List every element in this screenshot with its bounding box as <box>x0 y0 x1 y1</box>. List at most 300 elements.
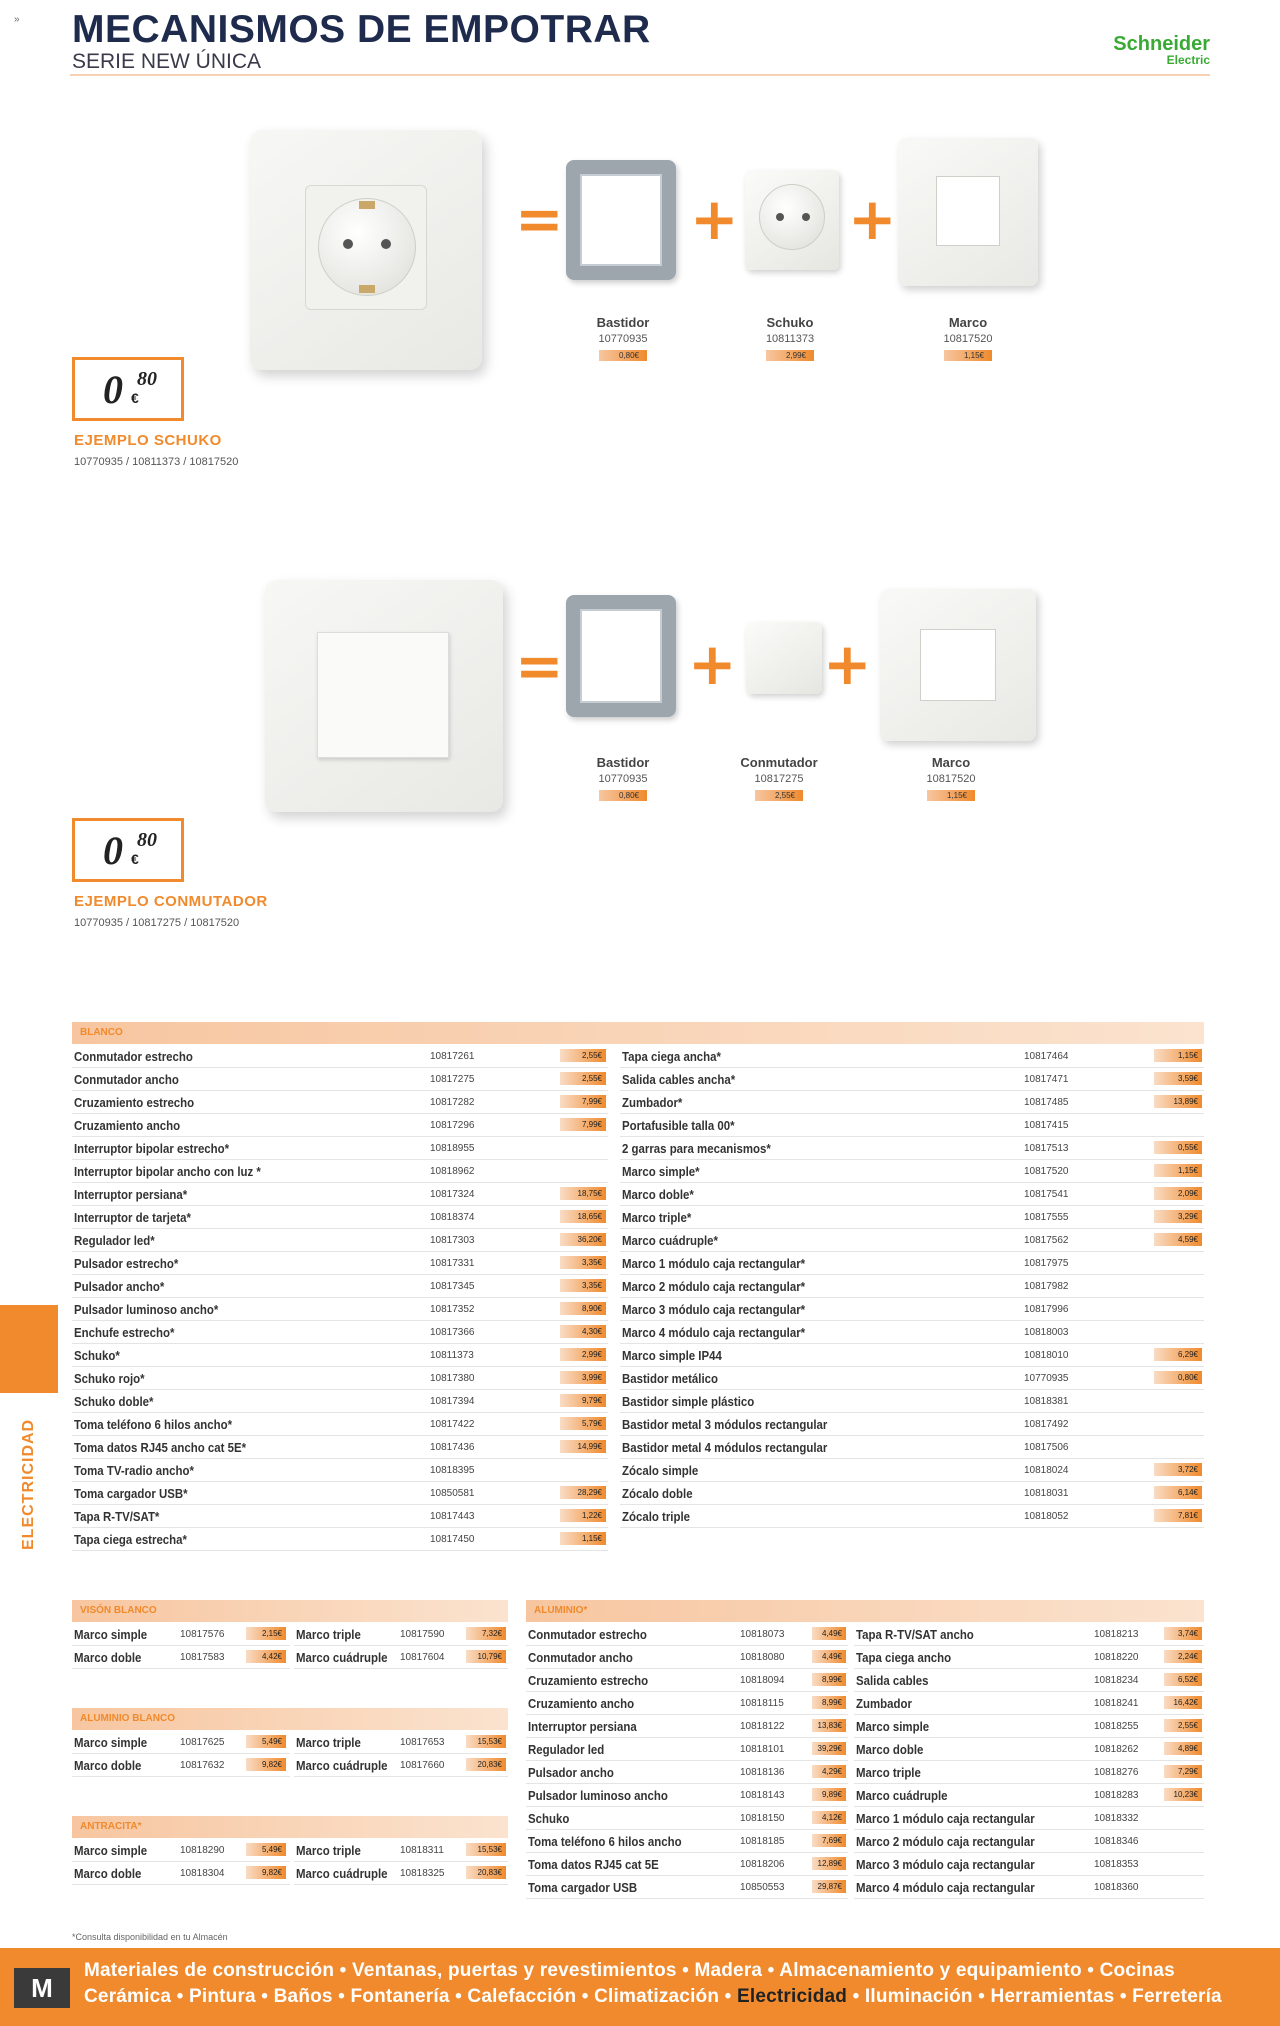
product-price: 9,82€ <box>246 1866 286 1879</box>
table-row <box>620 1206 1204 1229</box>
product-ref: 10818052 <box>1024 1511 1069 1522</box>
table-row <box>72 1482 608 1505</box>
product-ref: 10817590 <box>400 1629 445 1640</box>
product-name: Marco triple <box>856 1765 921 1780</box>
part-label-conmutador: Conmutador 10817275 2,55€ <box>740 755 818 800</box>
product-price: 8,99€ <box>812 1673 846 1686</box>
product-ref: 10818101 <box>740 1744 785 1755</box>
table-row <box>294 1754 508 1777</box>
product-ref: 10818185 <box>740 1836 785 1847</box>
product-price: 5,49€ <box>246 1735 286 1748</box>
table-row <box>620 1114 1204 1137</box>
product-price: 12,89€ <box>812 1857 846 1870</box>
product-price: 36,20€ <box>560 1233 606 1246</box>
product-ref: 10817625 <box>180 1737 225 1748</box>
table-row <box>72 1839 290 1862</box>
product-ref: 10817415 <box>1024 1120 1069 1131</box>
table-row <box>294 1839 508 1862</box>
table-header-blanco: BLANCO <box>72 1022 1204 1044</box>
product-ref: 10818255 <box>1094 1721 1139 1732</box>
product-name: Zumbador* <box>622 1095 683 1110</box>
example-refs: 10770935 / 10817275 / 10817520 <box>74 917 240 929</box>
table-row <box>72 1137 608 1160</box>
product-name: Marco 1 módulo caja rectangular <box>856 1811 1035 1826</box>
product-ref: 10817275 <box>430 1074 475 1085</box>
product-ref: 10818024 <box>1024 1465 1069 1476</box>
product-price: 4,30€ <box>560 1325 606 1338</box>
product-price: 9,79€ <box>560 1394 606 1407</box>
product-name: Cruzamiento estrecho <box>528 1673 649 1688</box>
store-logo: M <box>14 1968 70 2008</box>
product-price: 4,49€ <box>812 1627 846 1640</box>
product-ref: 10817541 <box>1024 1189 1069 1200</box>
product-price: 6,52€ <box>1164 1673 1202 1686</box>
table-row <box>620 1344 1204 1367</box>
table-row <box>72 1731 290 1754</box>
table-row <box>526 1876 848 1899</box>
product-name: Zócalo simple <box>622 1463 699 1478</box>
product-ref: 10818122 <box>740 1721 785 1732</box>
product-name: Salida cables ancha* <box>622 1072 736 1087</box>
product-ref: 10818136 <box>740 1767 785 1778</box>
product-price: 2,55€ <box>1164 1719 1202 1732</box>
product-name: Pulsador luminoso ancho* <box>74 1302 219 1317</box>
product-ref: 10817996 <box>1024 1304 1069 1315</box>
brand-sub: Electric <box>1166 53 1210 67</box>
product-name: Marco triple* <box>622 1210 692 1225</box>
product-price: 3,99€ <box>560 1371 606 1384</box>
table-row <box>72 1505 608 1528</box>
product-price: 5,79€ <box>560 1417 606 1430</box>
table-row <box>620 1275 1204 1298</box>
table-row <box>72 1754 290 1777</box>
bastidor-image <box>566 160 676 280</box>
product-name: Pulsador luminoso ancho <box>528 1788 668 1803</box>
product-name: Toma datos RJ45 cat 5E <box>528 1857 659 1872</box>
table-row <box>72 1390 608 1413</box>
product-price: 4,12€ <box>812 1811 846 1824</box>
table-row <box>620 1367 1204 1390</box>
product-name: Cruzamiento ancho <box>528 1696 635 1711</box>
product-ref: 10817380 <box>430 1373 475 1384</box>
table-row <box>854 1853 1204 1876</box>
product-ref: 10850553 <box>740 1882 785 1893</box>
product-name: Marco 3 módulo caja rectangular <box>856 1857 1035 1872</box>
product-price: 1,15€ <box>1154 1049 1202 1062</box>
product-name: 2 garras para mecanismos* <box>622 1141 771 1156</box>
product-price: 3,35€ <box>560 1279 606 1292</box>
product-name: Marco doble* <box>622 1187 694 1202</box>
product-name: Zócalo doble <box>622 1486 693 1501</box>
example-title: EJEMPLO SCHUKO <box>74 432 222 449</box>
product-price: 0,55€ <box>1154 1141 1202 1154</box>
product-price: 29,87€ <box>812 1880 846 1893</box>
product-name: Marco triple <box>296 1735 361 1750</box>
schuko-module-image <box>745 170 839 270</box>
product-name: Bastidor metal 3 módulos rectangular <box>622 1417 828 1432</box>
product-price: 9,82€ <box>246 1758 286 1771</box>
product-price: 9,89€ <box>812 1788 846 1801</box>
part-label-bastidor: Bastidor 10770935 0,80€ <box>596 315 650 360</box>
product-name: Toma cargador USB <box>528 1880 638 1895</box>
product-price: 28,29€ <box>560 1486 606 1499</box>
product-name: Marco cuádruple <box>296 1758 388 1773</box>
product-ref: 10817653 <box>400 1737 445 1748</box>
table-row <box>620 1137 1204 1160</box>
product-ref: 10817331 <box>430 1258 475 1269</box>
product-name: Marco cuádruple <box>856 1788 948 1803</box>
product-ref: 10818206 <box>740 1859 785 1870</box>
product-price: 7,99€ <box>560 1095 606 1108</box>
product-ref: 10818276 <box>1094 1767 1139 1778</box>
product-price: 15,53€ <box>466 1735 506 1748</box>
product-name: Interruptor bipolar estrecho* <box>74 1141 230 1156</box>
conmutador-module-image <box>746 622 822 694</box>
product-ref: 10818150 <box>740 1813 785 1824</box>
plus-sign: + <box>823 630 872 698</box>
product-price: 16,42€ <box>1164 1696 1202 1709</box>
product-name: Cruzamiento estrecho <box>74 1095 195 1110</box>
table-row <box>72 1275 608 1298</box>
product-ref: 10818241 <box>1094 1698 1139 1709</box>
table-header-vison-blanco: VISÓN BLANCO <box>72 1600 508 1622</box>
product-price: 3,59€ <box>1154 1072 1202 1085</box>
table-row <box>620 1045 1204 1068</box>
product-name: Schuko doble* <box>74 1394 154 1409</box>
product-price: 7,81€ <box>1154 1509 1202 1522</box>
product-ref: 10817450 <box>430 1534 475 1545</box>
product-name: Marco simple <box>856 1719 930 1734</box>
product-ref: 10818332 <box>1094 1813 1139 1824</box>
table-row <box>72 1862 290 1885</box>
product-price: 18,75€ <box>560 1187 606 1200</box>
product-name: Pulsador ancho* <box>74 1279 165 1294</box>
product-name: Regulador led* <box>74 1233 155 1248</box>
table-row <box>72 1091 608 1114</box>
table-row <box>620 1298 1204 1321</box>
equals-sign: = <box>515 632 564 700</box>
product-price: 2,99€ <box>560 1348 606 1361</box>
table-row <box>620 1321 1204 1344</box>
product-price: 2,24€ <box>1164 1650 1202 1663</box>
table-row <box>526 1807 848 1830</box>
table-row <box>854 1876 1204 1899</box>
product-name: Marco cuádruple <box>296 1650 388 1665</box>
table-row <box>854 1623 1204 1646</box>
product-ref: 10770935 <box>1024 1373 1069 1384</box>
product-price: 4,89€ <box>1164 1742 1202 1755</box>
table-row <box>620 1160 1204 1183</box>
product-ref: 10818115 <box>740 1698 784 1709</box>
product-ref: 10818080 <box>740 1652 785 1663</box>
table-row <box>72 1229 608 1252</box>
product-name: Marco 1 módulo caja rectangular* <box>622 1256 806 1271</box>
table-row <box>72 1528 608 1551</box>
product-name: Bastidor metal 4 módulos rectangular <box>622 1440 828 1455</box>
table-row <box>620 1183 1204 1206</box>
product-ref: 10818262 <box>1094 1744 1139 1755</box>
product-ref: 10818311 <box>400 1845 444 1856</box>
product-name: Marco doble <box>74 1866 142 1881</box>
table-row <box>526 1784 848 1807</box>
table-row <box>72 1436 608 1459</box>
table-row <box>294 1646 508 1669</box>
table-row <box>72 1206 608 1229</box>
product-price: 2,15€ <box>246 1627 286 1640</box>
example-conmutador <box>0 565 1280 945</box>
product-name: Tapa ciega ancha* <box>622 1049 721 1064</box>
product-ref: 10818031 <box>1024 1488 1069 1499</box>
table-row <box>620 1436 1204 1459</box>
product-price: 10,79€ <box>466 1650 506 1663</box>
table-row <box>526 1830 848 1853</box>
marco-image <box>898 138 1038 286</box>
product-name: Salida cables <box>856 1673 929 1688</box>
product-name: Toma teléfono 6 hilos ancho* <box>74 1417 233 1432</box>
product-name: Bastidor simple plástico <box>622 1394 755 1409</box>
product-name: Schuko* <box>74 1348 120 1363</box>
table-row <box>620 1091 1204 1114</box>
page-mark: » <box>14 14 20 25</box>
product-name: Schuko <box>528 1811 570 1826</box>
footer-categories-line2: Cerámica • Pintura • Baños • Fontanería • Calefacción • Climatización • Electricidad • Iluminación • Herramientas • Ferretería <box>84 1986 1222 2007</box>
product-price: 13,89€ <box>1154 1095 1202 1108</box>
product-ref: 10817513 <box>1024 1143 1069 1154</box>
product-name: Marco 3 módulo caja rectangular* <box>622 1302 806 1317</box>
table-row <box>620 1390 1204 1413</box>
product-name: Toma teléfono 6 hilos ancho <box>528 1834 682 1849</box>
table-row <box>294 1623 508 1646</box>
product-price: 39,29€ <box>812 1742 846 1755</box>
footer-current-category: Electricidad <box>736 1986 848 2007</box>
product-ref: 10817506 <box>1024 1442 1069 1453</box>
product-price: 2,09€ <box>1154 1187 1202 1200</box>
product-name: Marco simple <box>74 1843 148 1858</box>
product-name: Pulsador estrecho* <box>74 1256 179 1271</box>
product-price: 1,15€ <box>560 1532 606 1545</box>
table-row <box>72 1160 608 1183</box>
product-name: Marco triple <box>296 1843 361 1858</box>
product-name: Interruptor de tarjeta* <box>74 1210 191 1225</box>
table-row <box>620 1459 1204 1482</box>
product-name: Toma cargador USB* <box>74 1486 188 1501</box>
product-ref: 10818374 <box>430 1212 475 1223</box>
table-row <box>72 1045 608 1068</box>
product-ref: 10818325 <box>400 1868 445 1879</box>
product-ref: 10818220 <box>1094 1652 1139 1663</box>
table-row <box>526 1715 848 1738</box>
part-label-schuko: Schuko 10811373 2,99€ <box>765 315 815 360</box>
product-name: Marco doble <box>74 1758 142 1773</box>
product-ref: 10817485 <box>1024 1097 1069 1108</box>
table-row <box>526 1692 848 1715</box>
product-ref: 10817464 <box>1024 1051 1069 1062</box>
product-name: Tapa R-TV/SAT ancho <box>856 1627 974 1642</box>
product-price: 4,59€ <box>1154 1233 1202 1246</box>
page-header <box>70 6 1210 76</box>
table-row <box>526 1761 848 1784</box>
product-ref: 10817352 <box>430 1304 475 1315</box>
product-name: Marco simple IP44 <box>622 1348 722 1363</box>
product-ref: 10818003 <box>1024 1327 1069 1338</box>
product-price: 3,74€ <box>1164 1627 1202 1640</box>
product-ref: 10817520 <box>1024 1166 1069 1177</box>
product-ref: 10818395 <box>430 1465 475 1476</box>
product-name: Regulador led <box>528 1742 605 1757</box>
product-price: 1,15€ <box>1154 1164 1202 1177</box>
product-ref: 10818962 <box>430 1166 475 1177</box>
schuko-assembled-image <box>250 130 482 370</box>
product-ref: 10817324 <box>430 1189 475 1200</box>
product-name: Marco simple <box>74 1735 148 1750</box>
product-name: Marco cuádruple* <box>622 1233 719 1248</box>
product-price: 6,14€ <box>1154 1486 1202 1499</box>
table-row <box>854 1715 1204 1738</box>
brand-logo <box>1113 34 1210 66</box>
product-price: 5,49€ <box>246 1843 286 1856</box>
product-price: 14,99€ <box>560 1440 606 1453</box>
plus-sign: + <box>690 185 739 253</box>
product-price: 8,90€ <box>560 1302 606 1315</box>
table-row <box>854 1646 1204 1669</box>
product-ref: 10818283 <box>1094 1790 1139 1801</box>
product-name: Conmutador ancho <box>528 1650 633 1665</box>
table-row <box>526 1646 848 1669</box>
product-price: 15,53€ <box>466 1843 506 1856</box>
product-name: Tapa ciega ancho <box>856 1650 952 1665</box>
product-name: Conmutador estrecho <box>74 1049 193 1064</box>
product-price: 6,29€ <box>1154 1348 1202 1361</box>
table-row <box>620 1413 1204 1436</box>
product-name: Interruptor bipolar ancho con luz * <box>74 1164 261 1179</box>
table-row <box>72 1183 608 1206</box>
product-ref: 10817982 <box>1024 1281 1069 1292</box>
product-price: 7,29€ <box>1164 1765 1202 1778</box>
table-row <box>526 1738 848 1761</box>
table-row <box>72 1252 608 1275</box>
brand-name: Schneider <box>1113 33 1210 55</box>
product-price: 3,35€ <box>560 1256 606 1269</box>
table-row <box>72 1413 608 1436</box>
product-name: Enchufe estrecho* <box>74 1325 175 1340</box>
product-ref: 10818346 <box>1094 1836 1139 1847</box>
part-label-bastidor: Bastidor 10770935 0,80€ <box>596 755 650 800</box>
product-name: Bastidor metálico <box>622 1371 719 1386</box>
product-ref: 10811373 <box>430 1350 474 1361</box>
product-name: Zócalo triple <box>622 1509 691 1524</box>
product-name: Interruptor persiana <box>528 1719 637 1734</box>
product-ref: 10818955 <box>430 1143 475 1154</box>
product-name: Marco 2 módulo caja rectangular <box>856 1834 1035 1849</box>
product-price: 3,29€ <box>1154 1210 1202 1223</box>
table-row <box>854 1807 1204 1830</box>
table-row <box>854 1784 1204 1807</box>
product-price: 8,99€ <box>812 1696 846 1709</box>
product-name: Marco doble <box>856 1742 924 1757</box>
product-ref: 10818304 <box>180 1868 225 1879</box>
product-ref: 10850581 <box>430 1488 475 1499</box>
product-price: 2,55€ <box>560 1049 606 1062</box>
product-name: Portafusible talla 00* <box>622 1118 735 1133</box>
product-price: 4,49€ <box>812 1650 846 1663</box>
table-row <box>72 1298 608 1321</box>
product-ref: 10817436 <box>430 1442 475 1453</box>
table-row <box>854 1830 1204 1853</box>
product-ref: 10817604 <box>400 1652 445 1663</box>
product-ref: 10818360 <box>1094 1882 1139 1893</box>
product-ref: 10817583 <box>180 1652 225 1663</box>
product-name: Marco cuádruple <box>296 1866 388 1881</box>
table-row <box>72 1114 608 1137</box>
product-name: Tapa R-TV/SAT* <box>74 1509 160 1524</box>
table-row <box>526 1853 848 1876</box>
product-ref: 10817422 <box>430 1419 475 1430</box>
product-ref: 10817576 <box>180 1629 225 1640</box>
product-price: 3,72€ <box>1154 1463 1202 1476</box>
product-name: Marco triple <box>296 1627 361 1642</box>
product-name: Zumbador <box>856 1696 912 1711</box>
footer-bar <box>0 1948 1280 2026</box>
product-ref: 10817303 <box>430 1235 475 1246</box>
product-ref: 10818353 <box>1094 1859 1139 1870</box>
product-ref: 10817366 <box>430 1327 475 1338</box>
page-title: MECANISMOS DE EMPOTRAR <box>72 8 651 51</box>
product-price: 0,80€ <box>1154 1371 1202 1384</box>
example-refs: 10770935 / 10811373 / 10817520 <box>74 456 239 468</box>
plus-sign: + <box>848 185 897 253</box>
table-row <box>72 1068 608 1091</box>
part-label-marco: Marco 10817520 1,15€ <box>943 315 993 360</box>
product-name: Marco 4 módulo caja rectangular <box>856 1880 1035 1895</box>
product-ref: 10818290 <box>180 1845 225 1856</box>
product-ref: 10817345 <box>430 1281 475 1292</box>
table-row <box>526 1623 848 1646</box>
product-name: Toma TV-radio ancho* <box>74 1463 194 1478</box>
product-name: Conmutador estrecho <box>528 1627 647 1642</box>
product-ref: 10818234 <box>1094 1675 1139 1686</box>
table-row <box>72 1367 608 1390</box>
product-ref: 10818213 <box>1094 1629 1139 1640</box>
product-ref: 10817975 <box>1024 1258 1069 1269</box>
product-ref: 10818073 <box>740 1629 785 1640</box>
table-row <box>72 1623 290 1646</box>
product-name: Marco simple <box>74 1627 148 1642</box>
product-name: Pulsador ancho <box>528 1765 614 1780</box>
product-ref: 10818010 <box>1024 1350 1069 1361</box>
table-row <box>294 1731 508 1754</box>
product-ref: 10817261 <box>430 1051 475 1062</box>
product-price: 7,99€ <box>560 1118 606 1131</box>
bastidor-image <box>566 595 676 717</box>
product-name: Tapa ciega estrecha* <box>74 1532 187 1547</box>
product-name: Schuko rojo* <box>74 1371 145 1386</box>
product-price: 20,83€ <box>466 1866 506 1879</box>
section-label: ELECTRICIDAD <box>20 1418 37 1550</box>
product-ref: 10817632 <box>180 1760 225 1771</box>
product-ref: 10817492 <box>1024 1419 1069 1430</box>
product-price: 20,83€ <box>466 1758 506 1771</box>
footnote: *Consulta disponibilidad en tu Almacén <box>72 1932 228 1942</box>
product-price: 2,55€ <box>560 1072 606 1085</box>
product-price: 18,65€ <box>560 1210 606 1223</box>
product-ref: 10818381 <box>1024 1396 1069 1407</box>
table-header-aluminio: ALUMINIO* <box>526 1600 1204 1622</box>
product-ref: 10817660 <box>400 1760 445 1771</box>
product-price: 10,23€ <box>1164 1788 1202 1801</box>
product-name: Toma datos RJ45 ancho cat 5E* <box>74 1440 247 1455</box>
product-name: Conmutador ancho <box>74 1072 179 1087</box>
table-row <box>72 1459 608 1482</box>
